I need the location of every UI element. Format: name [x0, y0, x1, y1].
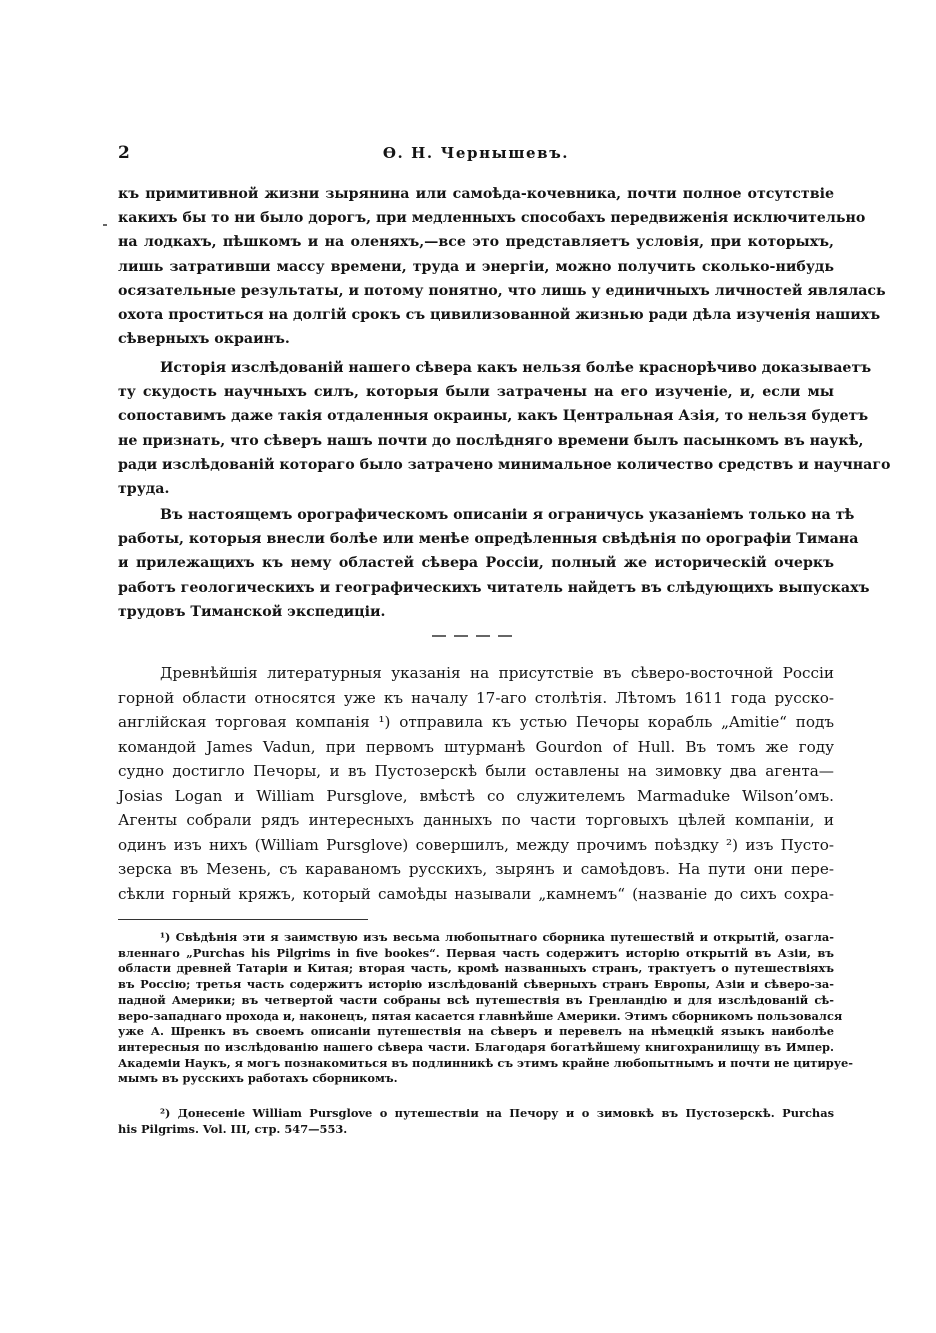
text-line: ту скудость научныхъ силъ, которыя были затрачены на его изученіе, и, если мы [118, 384, 834, 401]
text-line: англійская торговая компанія ¹) отправила къ устью Печоры корабль „Amitie“ подъ [118, 713, 834, 731]
text-line: командой James Vadun, при первомъ штурманѣ Gourdon of Hull. Въ томъ же году [118, 737, 834, 756]
text-line: Josias Logan и William Pursglove, вмѣстѣ со служителемъ Marmaduke Wilson’омъ. [118, 786, 834, 805]
text-line: на лодкахъ, пѣшкомъ и на оленяхъ,—все это представляетъ условія, при которыхъ, [118, 234, 834, 251]
text-line: судно достигло Печоры, и въ Пустозерскѣ были оставлены на зимовку два агента— [118, 762, 834, 780]
text-line: охота проститься на долгій срокъ съ цивилизованной жизнью ради дѣла изученія нашихъ [118, 307, 881, 324]
footnote-line: уже А. Шренкъ въ своемъ описаніи путешествія на сѣверъ и перевелъ на нѣмецкій языкъ наиболѣе [118, 1024, 834, 1039]
footnote-rule [118, 919, 368, 920]
footnote-line: въ Россію; третья часть содержитъ исторію изслѣдованій сѣверныхъ странъ Европы, Азіи и сѣверо-за- [118, 977, 834, 992]
text-line: Древнѣйшія литературныя указанія на присутствіе въ сѣверо-восточной Россіи [160, 664, 834, 682]
footnote-line: падной Америки; въ четвертой части собраны всѣ путешествія въ Гренландію и для изслѣдованій сѣ- [118, 992, 834, 1007]
main-paragraph [118, 661, 834, 906]
intro-paragraph-1 [118, 182, 886, 351]
text-line: какихъ бы то ни было дорогъ, при медленныхъ способахъ передвиженія исключительно [118, 210, 866, 227]
intro-paragraph-2 [118, 356, 891, 501]
text-line: работы, которыя внесли болѣе или менѣе опредѣленныя свѣдѣнія по орографіи Тимана [118, 531, 859, 548]
text-line: зерска въ Мезень, съ караваномъ русскихъ, зырянъ и самоѣдовъ. На пути они пере- [118, 860, 834, 878]
footnote-line: his Pilgrims. Vol. III, стр. 547—553. [118, 1121, 348, 1136]
footnote-line: интересныя по изслѣдованію нашего сѣвера части. Благодаря богатѣйшему книгохранилищу въ Импер. [118, 1039, 834, 1054]
running-title: Ѳ. Н. Чернышевъ. [382, 144, 570, 162]
page-number: 2 [118, 143, 130, 163]
footnote-line: Академіи Наукъ, я могъ познакомиться въ подлинникѣ съ этимъ крайне любопытнымъ и почти не цитируе- [118, 1055, 854, 1070]
text-line: лишь затративши массу времени, труда и энергіи, можно получить сколько-нибудь [118, 258, 834, 275]
text-line: сѣкли горный кряжъ, который самоѣды называли „камнемъ“ (названіе до сихъ сохра- [118, 884, 834, 903]
text-line: и прилежащихъ къ нему областей сѣвера Россіи, полный же историческій очеркъ [118, 555, 834, 572]
text-line: одинъ изъ нихъ (William Pursglove) совершилъ, между прочимъ поѣздку ²) изъ Пусто- [118, 835, 834, 854]
text-line: горной области относятся уже къ началу 17-аго столѣтія. Лѣтомъ 1611 года русско- [118, 688, 834, 707]
footnote-line: вленнаго „Purchas his Pilgrims in five bookes“. Первая часть содержитъ исторію открытій въ Азіи, въ [118, 945, 834, 960]
text-line: работъ геологическихъ и географическихъ читатель найдетъ въ слѣдующихъ выпускахъ [118, 579, 870, 596]
text-line: сѣверныхъ окраинъ. [118, 331, 290, 348]
section-divider [432, 635, 514, 637]
footnote-line: веро-западнаго прохода и, наконецъ, пятая касается главнѣйше Америки. Этимъ сборникомъ пользовался [118, 1008, 843, 1023]
footnote-line: области древней Татаріи и Китая; вторая часть, кромѣ названныхъ странъ, трактуетъ о путешествіяхъ [118, 961, 834, 976]
intro-paragraph-3 [118, 503, 870, 624]
text-line: осязательные результаты, и потому понятно, что лишь у единичныхъ личностей являлась [118, 282, 886, 299]
text-line: Агенты собрали рядъ интересныхъ данныхъ по части торговыхъ цѣлей компаніи, и [118, 811, 834, 829]
footnote-line: мымъ въ русскихъ работахъ сборникомъ. [118, 1071, 398, 1086]
text-line: къ примитивной жизни зырянина или самоѣда-кочевника, почти полное отсутствіе [118, 186, 834, 202]
text-line: ради изслѣдованій котораго было затрачено минимальное количество средствъ и научнаго [118, 456, 891, 473]
footnote-line: ²) Донесеніе William Pursglove о путешествіи на Печору и о зимовкѣ въ Пустозерскѣ. Purchas [160, 1106, 834, 1120]
footnote-line: ¹) Свѣдѣнія эти я заимствую изъ весьма любопытнаго сборника путешествій и открытій, озагла- [160, 930, 834, 944]
page-header [118, 143, 834, 167]
text-line: труда. [118, 481, 170, 498]
text-line: трудовъ Тиманской экспедиціи. [118, 603, 386, 620]
text-line: Исторія изслѣдованій нашего сѣвера какъ нельзя болѣе краснорѣчиво доказываетъ [160, 360, 872, 376]
text-line: Въ настоящемъ орографическомъ описаніи я ограничусь указаніемъ только на тѣ [160, 507, 855, 523]
text-line: сопоставимъ даже такія отдаленныя окраины, какъ Центральная Азія, то нельзя будетъ [118, 408, 869, 425]
footnote-2 [118, 1106, 834, 1137]
footnote-1 [118, 930, 854, 1087]
text-line: не признать, что сѣверъ нашъ почти до послѣдняго времени былъ пасынкомъ въ наукѣ, [118, 432, 864, 449]
margin-mark [103, 224, 107, 226]
